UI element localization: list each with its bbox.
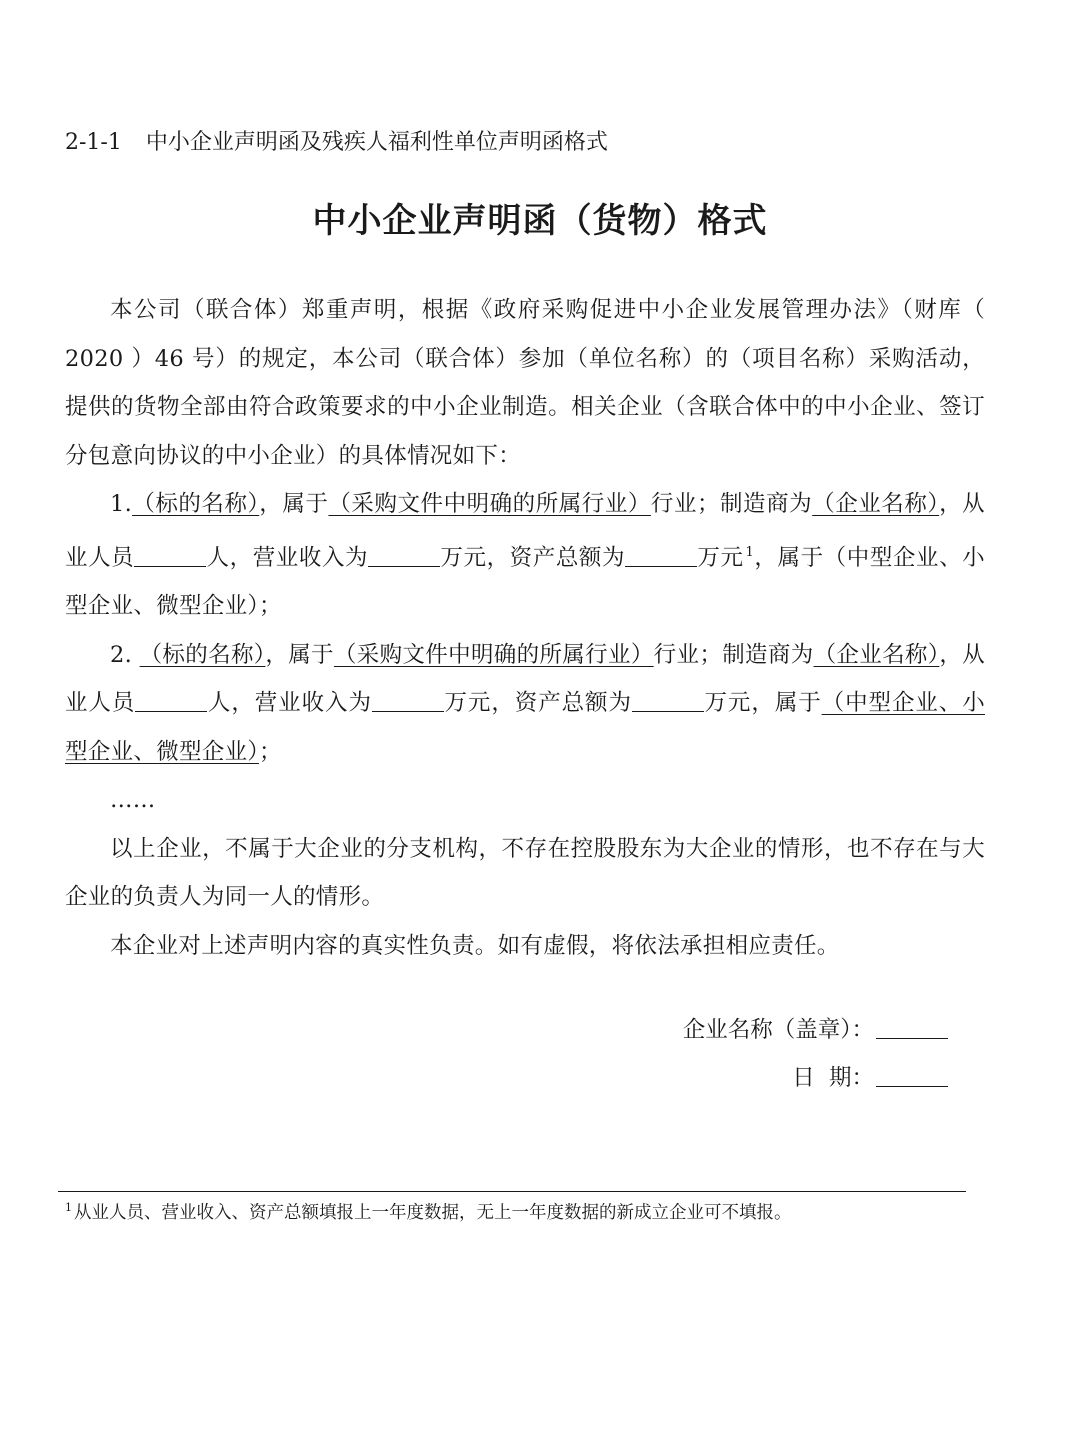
document-title: 中小企业声明函（货物）格式 (312, 201, 768, 241)
company-seal-blank (876, 1018, 948, 1039)
item-text: 行业；制造商为 (650, 491, 813, 517)
item-text: ，从业人员 (65, 491, 985, 571)
assets-blank (625, 546, 697, 567)
section-number: 2-1-1 (65, 130, 122, 155)
statement-responsibility: 本企业对上述声明内容的真实性负责。如有虚假，将依法承担相应责任。 (110, 932, 840, 959)
enterprise-type-field: （中型企业、小型企业、微型企业） (65, 690, 986, 765)
item-text: ，从业人员 (65, 641, 985, 716)
item-text: 人，营业收入为 (207, 690, 372, 716)
item-paragraph-2 (65, 631, 985, 777)
footnote-text: 从业人员、营业收入、资产总额填报上一年度数据，无上一年度数据的新成立企业可不填报。 (74, 1203, 792, 1223)
statement-not-large-enterprise: 以上企业，不属于大企业的分支机构，不存在控股股东为大企业的情形，也不存在与大企业的负责人为同一人的情形。 (65, 835, 985, 910)
date-label: 日 期： (792, 1065, 874, 1091)
item-text: ，属于 (265, 641, 334, 668)
item-number: 1. (110, 491, 133, 517)
revenue-blank (368, 546, 440, 567)
date-blank (876, 1066, 948, 1087)
item-text: 属于 (774, 690, 822, 716)
item-text: ，属于 (259, 491, 329, 517)
footnote-divider (58, 1191, 966, 1192)
item-paragraph-1 (65, 480, 985, 631)
industry-field: （采购文件中明确的所属行业） (333, 641, 654, 668)
subject-name-field: （标的名称） (132, 491, 260, 517)
section-heading (65, 128, 608, 158)
enterprise-type-field: （中型企业、小型企业、微型企业） (65, 544, 985, 619)
footnote-reference: 1 (745, 544, 755, 560)
ellipsis: …… (110, 787, 156, 813)
footnote-mark: 1 (65, 1201, 72, 1214)
item-text: ； (258, 738, 282, 765)
date-row (683, 1054, 948, 1102)
section-title: 中小企业声明函及残疾人福利性单位声明函格式 (145, 130, 608, 155)
footnote (65, 1195, 792, 1226)
signature-block (683, 1006, 948, 1102)
item-text: 行业；制造商为 (653, 641, 814, 668)
declaration-body (65, 286, 985, 970)
item-text: 万元 (697, 544, 744, 571)
item-text: ， (751, 690, 775, 716)
item-text: ； (258, 593, 282, 619)
item-text: 万元，资产总额为 (443, 690, 632, 716)
assets-blank (632, 691, 704, 712)
item-text: 人，营业收入为 (206, 544, 369, 571)
company-seal-row (683, 1006, 948, 1054)
company-seal-label: 企业名称（盖章）： (682, 1017, 874, 1043)
item-text: 万元，资产总额为 (440, 544, 626, 571)
revenue-blank (372, 691, 444, 712)
item-text: 万元 (703, 690, 752, 716)
subject-name-field: （标的名称） (139, 641, 266, 668)
company-name-field: （企业名称） (813, 641, 940, 668)
item-text: 属于 (777, 544, 824, 571)
item-number: 2. (110, 641, 133, 668)
industry-field: （采购文件中明确的所属行业） (328, 491, 651, 517)
company-name-field: （企业名称） (812, 491, 940, 517)
item-text: ， (754, 544, 778, 571)
intro-paragraph: 本公司（联合体）郑重声明，根据《政府采购促进中小企业发展管理办法》（财库（ 2020 ）46 号）的规定，本公司（联合体）参加（单位名称）的（项目名称）采购活动，提供的货物全部由符合政策要求的中小企业制造。相关企业（含联合体中的中小企业、签订分包意向协议的中小企业）的具体情况如下： (65, 297, 985, 469)
employees-blank (135, 691, 207, 712)
employees-blank (134, 546, 206, 567)
